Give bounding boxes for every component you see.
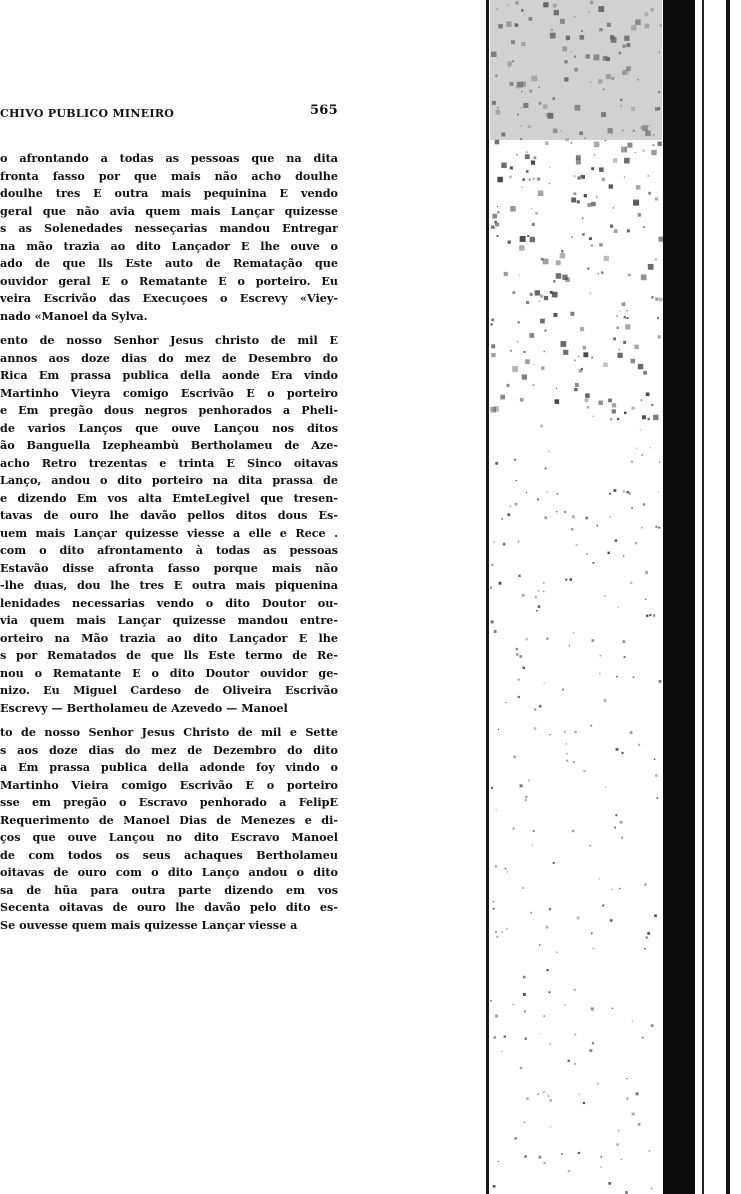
- paragraph: [0, 724, 338, 934]
- text-line: ado de que lls Este auto de Rematação que: [0, 256, 338, 270]
- text-line: Se ouvesse quem mais quizesse Lançar viesse a: [0, 917, 298, 932]
- text-line: nizo. Eu Miguel Cardeso de Oliveira Escrivão: [0, 683, 338, 697]
- document-body: [0, 150, 338, 934]
- text-line: Lanço, andou o dito porteiro na dita prassa de: [0, 473, 338, 487]
- text-line: sa de hũa para outra parte dizendo em vos: [0, 882, 338, 897]
- text-line: s por Rematados de que lls Este termo de Re-: [0, 648, 338, 662]
- text-line: o afrontando a todas as pessoas que na dita: [0, 151, 338, 165]
- text-line: veira Escrivão das Execuçoes o Escrevy «Viey-: [0, 291, 338, 305]
- text-line: de varios Lanços que ouve Lançou nos ditos: [0, 420, 338, 435]
- text-line: doulhe tres E outra mais pequinina E vendo: [0, 186, 338, 200]
- text-line: Escrevy — Bertholameu de Azevedo — Manoel: [0, 700, 288, 715]
- text-line: fronta fasso por que mais não acho doulhe: [0, 168, 338, 183]
- text-line: sse em pregão o Escravo penhorado a FelipE: [0, 795, 338, 809]
- text-line: tavas de ouro lhe davão pellos ditos dous Es-: [0, 508, 338, 522]
- text-line: Martinho Vieyra comigo Escrivão E o porteiro: [0, 385, 338, 400]
- text-line: e Em pregão dous negros penhorados a Pheli-: [0, 403, 338, 417]
- running-title: CHIVO PUBLICO MINEIRO: [0, 107, 175, 120]
- paragraph-gap: [0, 325, 338, 332]
- text-line: na mão trazia ao dito Lançador E lhe ouve o: [0, 238, 338, 253]
- text-line: s aos doze dias do mez de Dezembro do dito: [0, 742, 338, 757]
- text-line: ouvidor geral E o Rematante E o porteiro. Eu: [0, 273, 338, 288]
- text-line: com o dito afrontamento à todas as pessoas: [0, 543, 338, 557]
- page-number: 565: [309, 103, 338, 118]
- text-line: to de nosso Senhor Jesus Christo de mil e Sette: [0, 725, 338, 739]
- text-line: Rica Em prassa publica della aonde Era vindo: [0, 368, 338, 382]
- paragraph: [0, 150, 338, 325]
- text-line: Martinho Vieira comigo Escrivão E o porteiro: [0, 777, 338, 792]
- text-line: -lhe duas, dou lhe tres E outra mais piquenina: [0, 578, 338, 592]
- text-line: Requerimento de Manoel Dias de Menezes e di-: [0, 812, 338, 827]
- text-line: nado «Manoel da Sylva.: [0, 308, 148, 323]
- text-line: de com todos os seus achaques Bertholameu: [0, 847, 338, 862]
- text-line: nou o Rematante E o dito Doutor ouvidor ge-: [0, 665, 338, 680]
- text-line: annos aos doze dias do mez de Desembro do: [0, 350, 338, 365]
- text-line: ento de nosso Senhor Jesus christo de mil E: [0, 333, 338, 347]
- text-line: Secenta oitavas de ouro lhe davão pelo dito es-: [0, 900, 338, 914]
- scanned-page-edge: [480, 0, 741, 1194]
- text-line: oitavas de ouro com o dito Lanço andou o dito: [0, 865, 338, 879]
- scan-edge-image: [480, 0, 741, 1194]
- text-line: e dizendo Em vos alta EmteLegivel que tresen-: [0, 490, 338, 505]
- text-line: s as Solenedades nesseçarias mandou Entregar: [0, 221, 338, 235]
- text-line: lenidades necessarias vendo o dito Doutor ou-: [0, 595, 338, 610]
- text-line: acho Retro trezentas e trinta E Sinco oitavas: [0, 455, 338, 470]
- paragraph: [0, 332, 338, 717]
- text-line: uem mais Lançar quizesse viesse a elle e Rece .: [0, 525, 338, 540]
- text-line: geral que não avia quem mais Lançar quizesse: [0, 203, 338, 218]
- text-line: a Em prassa publica della adonde foy vindo o: [0, 760, 338, 774]
- text-line: ços que ouve Lançou no dito Escravo Manoel: [0, 830, 338, 844]
- text-line: Estavão disse afronta fasso porque mais não: [0, 560, 338, 575]
- paragraph-gap: [0, 717, 338, 724]
- text-line: ão Banguella Izepheambù Bertholameu de Aze-: [0, 438, 338, 452]
- text-line: orteiro na Mão trazia ao dito Lançador E lhe: [0, 630, 338, 645]
- page-header: [0, 103, 338, 125]
- text-line: via quem mais Lançar quizesse mandou entre-: [0, 613, 338, 627]
